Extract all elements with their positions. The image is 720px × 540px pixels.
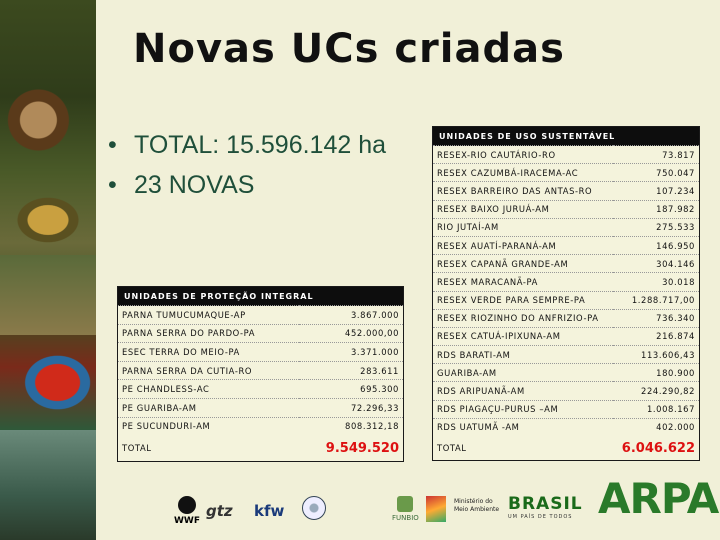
table-row [433,164,700,182]
uso-sustentavel-table [432,126,700,461]
macaw-photo [0,335,96,430]
river-photo [0,430,96,540]
page-title: Novas UCs criadas [133,26,565,72]
table-row [433,400,700,418]
table-row [433,146,700,164]
table-row [118,417,404,435]
total-label: TOTAL [122,443,152,454]
ministerio-logo: Ministério do Meio Ambiente [454,498,500,513]
unit-name: RESEX BAIXO JURUÁ-AM [433,200,613,218]
unit-name: RDS UATUMÃ -AM [433,418,613,436]
photo-collage-strip [0,0,96,540]
unit-area: 452.000,00 [299,324,404,343]
table-row [433,273,700,291]
unit-name: PARNA SERRA DO PARDO-PA [118,324,299,343]
unit-area: 695.300 [299,380,404,399]
unit-name: ESEC TERRA DO MEIO-PA [118,343,299,362]
table-row [118,398,404,417]
total-value: 9.549.520 [325,440,399,456]
unit-area: 216.874 [613,327,700,345]
unit-area: 72.296,33 [299,398,404,417]
table-row [433,418,700,436]
unit-area: 275.533 [613,218,700,236]
table-row [433,364,700,382]
table-row [433,382,700,400]
unit-name: RESEX-RIO CAUTÁRIO-RO [433,146,613,164]
unit-area: 1.008.167 [613,400,700,418]
table-row [118,324,404,343]
unit-area: 187.982 [613,200,700,218]
table-row [118,306,404,325]
funbio-logo: FUNBIO [392,496,419,522]
unit-name: RDS ARIPUANÃ-AM [433,382,613,400]
unit-name: PE SUCUNDURI-AM [118,417,299,435]
bullet-text: 23 NOVAS [134,171,255,199]
arpa-logo: ARPA [598,474,719,523]
unit-area: 3.867.000 [299,306,404,325]
unit-area: 224.290,82 [613,382,700,400]
unit-name: RESEX CATUÁ-IPIXUNA-AM [433,327,613,345]
bullet-count [108,168,408,202]
total-value: 6.046.622 [621,440,695,456]
unit-area: 113.606,43 [613,346,700,364]
unit-area: 283.611 [299,361,404,380]
unit-area: 146.950 [613,236,700,254]
unit-name: RESEX BARREIRO DAS ANTAS-RO [433,182,613,200]
unit-name: PE GUARIBA-AM [118,398,299,417]
jaguar-photo [0,185,96,255]
unit-area: 402.000 [613,418,700,436]
bullet-list [108,128,408,208]
table-row [433,346,700,364]
unit-name: RESEX RIOZINHO DO ANFRIZIO-PA [433,309,613,327]
unit-area: 30.018 [613,273,700,291]
unit-area: 3.371.000 [299,343,404,362]
unit-area: 304.146 [613,255,700,273]
table-row [433,236,700,254]
unit-area: 736.340 [613,309,700,327]
wwf-logo: WWF [174,496,200,526]
table-row [433,291,700,309]
unit-area: 107.234 [613,182,700,200]
table-header: UNIDADES DE USO SUSTENTÁVEL [433,127,700,146]
brasil-logo: BRASIL UM PAÍS DE TODOS [508,494,583,520]
bullet-text: TOTAL: 15.596.142 ha [134,131,387,159]
ibama-logo [426,496,446,522]
unit-area: 750.047 [613,164,700,182]
table-row [433,255,700,273]
table-row [433,327,700,345]
bullet-marker: • [108,171,117,199]
unit-name: RESEX CAZUMBÁ-IRACEMA-AC [433,164,613,182]
person-photo [0,60,96,180]
table-row [433,182,700,200]
protecao-integral-table [117,286,404,462]
table-row [433,200,700,218]
unit-name: RDS BARATI-AM [433,346,613,364]
kfw-logo: kfw [254,502,285,520]
unit-name: PARNA TUMUCUMAQUE-AP [118,306,299,325]
unit-name: RESEX CAPANÃ GRANDE-AM [433,255,613,273]
unit-name: RDS PIAGAÇU-PURUS –AM [433,400,613,418]
unit-name: PE CHANDLESS-AC [118,380,299,399]
unit-name: GUARIBA-AM [433,364,613,382]
unit-area: 180.900 [613,364,700,382]
unit-name: RIO JUTAÍ-AM [433,218,613,236]
unit-name: RESEX VERDE PARA SEMPRE-PA [433,291,613,309]
table-row [118,361,404,380]
table-row [118,343,404,362]
total-label: TOTAL [437,443,467,453]
gtz-logo: gtz [206,502,233,520]
unit-area: 1.288.717,00 [613,291,700,309]
unit-area: 808.312,18 [299,417,404,435]
table-row [433,218,700,236]
table-row [433,309,700,327]
unit-name: RESEX AUATÍ-PARANÁ-AM [433,236,613,254]
unit-area: 73.817 [613,146,700,164]
bullet-total [108,128,408,162]
unit-name: PARNA SERRA DA CUTIA-RO [118,361,299,380]
table-row [118,380,404,399]
table-header: UNIDADES DE PROTEÇÃO INTEGRAL [118,287,404,306]
world-bank-logo [302,496,326,520]
unit-name: RESEX MARACANÃ-PA [433,273,613,291]
crowd-photo [0,255,96,335]
bullet-marker: • [108,131,117,159]
